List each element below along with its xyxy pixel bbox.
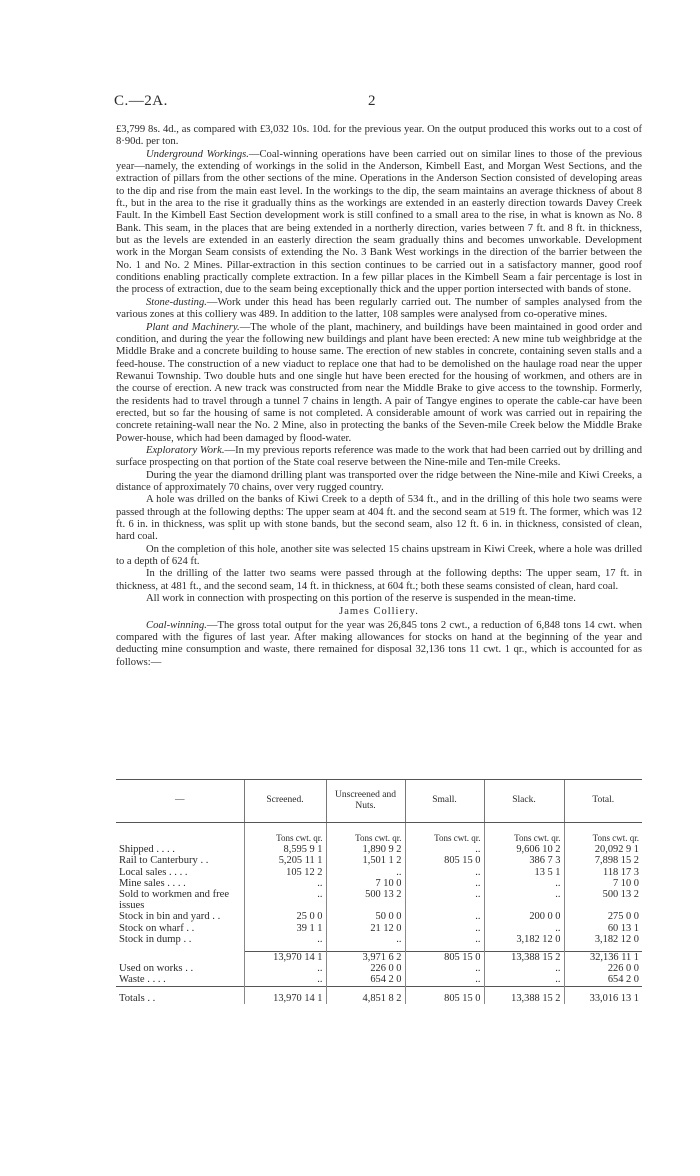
table-cell: .. [405,974,484,986]
table-row [116,911,642,922]
table-body [116,823,642,1004]
paragraph-heading: Exploratory Work. [146,444,225,456]
column-header: Total. [564,780,642,823]
page-number: 2 [368,93,376,109]
paragraph-heading: Coal-winning. [146,619,207,631]
table-cell: 805 15 0 [405,855,484,866]
table-cell: 20,092 9 1 [564,844,642,855]
table-cell: .. [405,923,484,934]
table-cell: .. [405,878,484,889]
table-cell: .. [244,974,326,986]
table-cell: .. [405,963,484,974]
table-cell: .. [244,934,326,945]
table-row [116,844,642,855]
row-label [116,952,244,964]
table-cell: 33,016 13 1 [564,986,642,1004]
table-cell: 13,388 15 2 [484,986,564,1004]
table-cell: 13,970 14 1 [244,952,326,964]
paragraph [116,445,642,470]
unit-cell: Tons cwt. qr. [564,823,642,845]
document-body [116,124,642,669]
coal-disposal-table [116,779,642,1004]
table-cell: .. [244,878,326,889]
column-header: Slack. [484,780,564,823]
table-row [116,934,642,945]
table-cell: 500 13 2 [564,889,642,911]
paragraph-text: —In my previous reports reference was made to the work that had been carried out by drilling and surface prospecting on that portion of the State coal reserve between the Nine-mile and Ten-mile Creeks. [116,444,643,469]
row-label: Stock in bin and yard . . [119,911,221,923]
unit-cell: Tons cwt. qr. [326,823,405,845]
paragraph: £3,799 8s. 4d., as compared with £3,032 10s. 10d. for the previous year. On the output produced this works out to a cost of 8·90d. per ton. [116,124,642,148]
table-header-row [116,780,642,823]
table-cell: .. [405,934,484,945]
table-cell: 226 0 0 [326,963,405,974]
units-row [116,823,642,845]
table-cell: 7 10 0 [564,878,642,889]
table-cell: .. [244,963,326,974]
table-row [116,889,642,911]
unit-cell: Tons cwt. qr. [484,823,564,845]
row-label: Mine sales . . . . [119,877,186,889]
column-header: Small. [405,780,484,823]
row-label: Waste . . . . [119,974,166,986]
table-cell: 7,898 15 2 [564,855,642,866]
paragraph [116,620,642,669]
table-cell: 21 12 0 [326,923,405,934]
totals-row [116,986,642,1004]
paragraph: All work in connection with prospecting on this portion of the reserve is suspended in the mean-time. [146,593,576,605]
table-cell: 500 13 2 [326,889,405,911]
table-cell: 1,501 1 2 [326,855,405,866]
paragraph-text: —Coal-winning operations have been carried out on similar lines to those of the previous year—namely, the extending of workings in the solid in the Anderson, Kimbell East, and Morgan West Sections, and the extraction of pillars from the other sections of the mine. Operations in the Anderson Section consisted of developing areas to the dip and rise from the main east level. In the workings to the dip, the seam maintains an average thickness of about 8 ft., but in the area to the rise it gradually thins as the workings are extended in an easterly direction towards Davey Creek Fault. In the Kimbell East Section development work is still confined to a small area to the rise, in what is known as No. 8 Bank. This seam, in the places that are being extended in a northerly direction, varies between 7 ft. and 8 ft. in thickness, but as the levels are extended in an easterly direction the seam gradually thins and becomes unworkable. Development work in the Morgan Seam consists of extending the No. 3 Bank West workings in the direction of the barrier between the No. 1 and No. 2 Mines. Pillar-extraction in this section continues to be carried out in a satisfactory manner, good roof conditions enabling practically complete extraction. In a few pillar places in the Kimbell Seam a fair percentage is lost in the process of extraction, due to the seam being exceptionally thick and the upper portion intersected with bands of stone. [116,148,642,296]
row-label: Local sales . . . . [119,866,188,878]
table-cell: 805 15 0 [405,952,484,964]
paragraph: During the year the diamond drilling plant was transported over the ridge between the Nine-mile and Kiwi Creeks, a distance of approximately 70 chains, over very rugged country. [116,469,642,493]
paragraph-heading: Stone-dusting. [146,296,207,308]
section-title: James Colliery. [339,606,419,618]
table-cell: .. [484,963,564,974]
paragraph-heading: Underground Workings. [146,148,249,160]
table-cell: .. [405,911,484,922]
table-cell: 3,971 6 2 [326,952,405,964]
table-row [116,855,642,866]
table-cell: .. [326,867,405,878]
table-row [116,923,642,934]
table-cell: .. [405,889,484,911]
table-row [116,867,642,878]
table-cell: 4,851 8 2 [326,986,405,1004]
table-cell: .. [484,923,564,934]
paragraph-heading: Plant and Machinery. [146,321,240,333]
table-cell: 3,182 12 0 [484,934,564,945]
table-cell: 654 2 0 [326,974,405,986]
table-row [116,963,642,974]
table-cell: 32,136 11 1 [564,952,642,964]
table-cell: 200 0 0 [484,911,564,922]
table-row [116,974,642,986]
row-label: Rail to Canterbury . . [119,855,209,867]
table-cell: 9,606 10 2 [484,844,564,855]
row-label: Stock on wharf . . [119,922,195,934]
unit-cell: Tons cwt. qr. [405,823,484,845]
column-header: Screened. [244,780,326,823]
paragraph-text: —The gross total output for the year was 26,845 tons 2 cwt., a reduction of 6,848 tons 14 cwt. when compared with the figures of last year. After making allowances for stocks on hand at the beginning of the year and deducting mine consumption and waste, there remained for disposal 32,136 tons 11 cwt. 1 qr., which is accounted for as follows:— [116,619,642,668]
table-cell: 386 7 3 [484,855,564,866]
row-label: Stock in dump . . [119,933,192,945]
unit-cell [116,823,244,845]
paragraph [116,297,642,322]
table-cell: 5,205 11 1 [244,855,326,866]
page-header-code: C.—2A. [114,93,168,109]
table-row [116,878,642,889]
row-label: Totals . . [116,986,244,1004]
paragraph: A hole was drilled on the banks of Kiwi Creek to a depth of 534 ft., and in the drilling of this hole two seams were passed through at the following depths: The upper seam at 404 ft. and the second seam at 519 ft. The former, which was 12 ft. 6 in. in thickness, was split up with stone bands, but the second seam, also 12 ft. 6 in. in thickness, consisted of clean, hard coal. [116,494,642,543]
table-cell: 13,970 14 1 [244,986,326,1004]
table-cell: 50 0 0 [326,911,405,922]
table-cell: 805 15 0 [405,986,484,1004]
paragraph [116,322,642,445]
table-cell: 8,595 9 1 [244,844,326,855]
paragraph: On the completion of this hole, another site was selected 15 chains upstream in Kiwi Creek, where a hole was drilled to a depth of 624 ft. [116,543,642,568]
row-label: Sold to workmen and free issues [119,889,230,912]
table-cell: .. [484,878,564,889]
subtotal-row [116,952,642,964]
table-cell: .. [484,974,564,986]
table-cell: .. [244,889,326,911]
paragraph-text: —Work under this head has been regularly carried out. The number of samples analysed from the various zones at this colliery was 489. In addition to the latter, 108 samples were analysed from co-operative mines. [116,296,642,321]
column-header: Unscreened and Nuts. [326,780,405,823]
paragraph [116,149,642,297]
table-cell: 25 0 0 [244,911,326,922]
table-cell: .. [326,934,405,945]
table-cell: 13,388 15 2 [484,952,564,964]
table-cell: 654 2 0 [564,974,642,986]
table-cell: 1,890 9 2 [326,844,405,855]
row-label: Used on works . . [119,963,194,975]
unit-cell: Tons cwt. qr. [244,823,326,845]
table-cell: .. [405,844,484,855]
row-label: Shipped . . . . [119,844,175,856]
table-cell: 39 1 1 [244,923,326,934]
table-cell: 13 5 1 [484,867,564,878]
paragraph: In the drilling of the latter two seams were passed through at the following depths: The upper seam, 17 ft. in thickness, at 481 ft., and the second seam, 14 ft. in thickness, at 604 ft.; both these seams consisted of clean, hard coal. [116,568,642,592]
table-cell: 226 0 0 [564,963,642,974]
table-cell: 7 10 0 [326,878,405,889]
table-cell: 3,182 12 0 [564,934,642,945]
table-cell: 118 17 3 [564,867,642,878]
paragraph-text: —The whole of the plant, machinery, and buildings have been maintained in good order and condition, and during the year the following new buildings and plant have been erected: A new mine tub weighbridge at the Middle Brake and a concrete building to house same. The erection of new stables in concrete, containing seven stalls and a feed-house. The construction of a new viaduct to replace one that had to be demolished on the haulage road near the upper Rewanui Township. Two double huts and one single hut have been erected for the housing of workmen, and others are in the course of erection. A new track was constructed from near the Middle Brake to give access to the township. Formerly, the residents had to travel through a tunnel 7 chains in length. A pair of Tangye engines to operate the cable-car have been erected, but so far the housing of same is not completed. A considerable amount of work was carried out in repairing the concrete retaining-wall near the No. 2 Mine, also in protecting the banks of the Seven-mile Creek below the Middle Brake Power-house, which had been damaged by flood-water. [116,321,642,444]
column-header: — [116,780,244,823]
table-cell: .. [484,889,564,911]
table-cell: 105 12 2 [244,867,326,878]
table-cell: .. [405,867,484,878]
table-cell: 275 0 0 [564,911,642,922]
table-cell: 60 13 1 [564,923,642,934]
